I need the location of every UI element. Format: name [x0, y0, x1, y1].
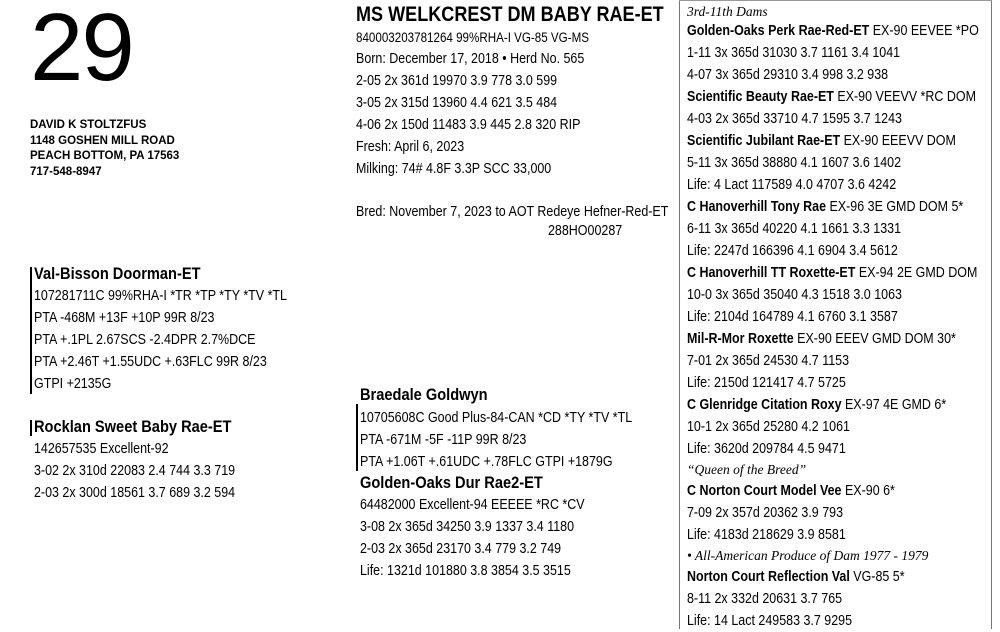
dam-entry-name: Norton Court Reflection Val — [687, 569, 850, 585]
dam-entry-name: C Norton Court Model Vee — [687, 483, 842, 499]
dam-entry-name: Scientific Beauty Rae-ET — [687, 89, 834, 105]
animal-fresh: Fresh: April 6, 2023 — [356, 139, 465, 155]
dam-entry-line: 4-07 3x 365d 29310 3.4 998 3.2 938 — [687, 67, 889, 83]
animal-record-1: 2-05 2x 361d 19970 3.9 778 3.0 599 — [356, 73, 558, 89]
animal-block — [356, 2, 714, 180]
sire-bracket — [30, 267, 32, 394]
granddam-line-1: 64482000 Excellent-94 EEEEE *RC *CV — [360, 497, 585, 513]
dam-entry-line: 1-11 3x 365d 31030 3.7 1161 3.4 1041 — [687, 45, 901, 61]
dam-bracket — [30, 420, 32, 436]
dam-entry-line: 10-0 3x 365d 35040 4.3 1518 3.0 1063 — [687, 287, 902, 303]
granddam-name: Golden-Oaks Dur Rae2-ET — [360, 473, 543, 492]
dams-heading: 3rd-11th Dams — [687, 4, 768, 19]
dam-entry-name: C Hanoverhill Tony Rae — [687, 199, 827, 215]
dams-panel-top-border — [679, 0, 992, 1]
dams-panel — [687, 3, 987, 632]
dam-entry-name: C Glenridge Citation Roxy — [687, 397, 842, 413]
animal-bred: Bred: November 7, 2023 to AOT Redeye Hefner-Red-ET — [356, 204, 669, 220]
dam-entry-line: 10-1 2x 365d 25280 4.2 1061 — [687, 419, 850, 435]
dam-entry — [687, 328, 987, 394]
dam-entry-class: EX-90 VEEVV *RC DOM — [837, 89, 976, 105]
dam-entry-line: Life: 3620d 209784 4.5 9471 — [687, 441, 846, 457]
dam-entry-line: Life: 4183d 218629 3.9 8581 — [687, 527, 846, 543]
dam-entry-name: Mil-R-Mor Roxette — [687, 331, 794, 347]
consignor-name: DAVID K STOLTZFUS — [30, 119, 147, 131]
dam-note: • All-American Produce of Dam 1977 - 1979 — [687, 548, 929, 563]
dam-entry-class: EX-90 EEVEE *PO — [872, 23, 979, 39]
mgs-name: Braedale Goldwyn — [360, 385, 488, 404]
dam-entry — [687, 196, 987, 262]
dam-entry-line: 4-03 2x 365d 33710 4.7 1595 3.7 1243 — [687, 111, 902, 127]
dam-entry-name: Golden-Oaks Perk Rae-Red-ET — [687, 23, 870, 39]
animal-reg: 840003203781264 99%RHA-I VG-85 VG-MS — [356, 30, 589, 45]
dam-entry-line: Life: 14 Lact 249583 3.7 9295 — [687, 613, 853, 629]
dam-entry-class: EX-90 EEEV GMD DOM 30* — [797, 331, 956, 347]
dam-entry-class: VG-85 5* — [853, 569, 905, 585]
mgs-bracket — [356, 404, 358, 471]
mgs-block — [360, 383, 676, 473]
dam-entry-line: 5-11 3x 365d 38880 4.1 1607 3.6 1402 — [687, 155, 902, 171]
dam-entry — [687, 566, 987, 632]
consignor-address1: 1148 GOSHEN MILL ROAD — [30, 134, 175, 147]
sire-block — [34, 263, 328, 395]
consignor-address2: PEACH BOTTOM, PA 17563 — [30, 150, 180, 162]
dam-name: Rocklan Sweet Baby Rae-ET — [34, 417, 232, 436]
dam-entry — [687, 130, 987, 196]
mgs-line-2: PTA -671M -5F -11P 99R 8/23 — [360, 432, 527, 448]
mgs-line-1: 10705608C Good Plus-84-CAN *CD *TY *TV *TL — [360, 410, 633, 426]
dam-entry-line: Life: 4 Lact 117589 4.0 4707 3.6 4242 — [687, 177, 897, 193]
dam-entry-class: EX-96 3E GMD DOM 5* — [829, 199, 964, 215]
dam-entry — [687, 86, 987, 130]
granddam-line-2: 3-08 2x 365d 34250 3.9 1337 3.4 1180 — [360, 519, 575, 535]
dam-entry-class: EX-90 6* — [844, 483, 895, 499]
consignor-block — [30, 118, 179, 180]
sire-line-1: 107281711C 99%RHA-I *TR *TP *TY *TV *TL — [34, 288, 287, 304]
dam-entry-line: 8-11 2x 332d 20631 3.7 765 — [687, 591, 843, 607]
animal-record-3: 4-06 2x 150d 11483 3.9 445 2.8 320 RIP — [356, 117, 581, 133]
dam-line-1: 142657535 Excellent-92 — [34, 441, 169, 457]
dam-entry-name: C Hanoverhill TT Roxette-ET — [687, 265, 856, 281]
dam-entry — [687, 480, 987, 546]
mgs-line-3: PTA +1.06T +.61UDC +.78FLC GTPI +1879G — [360, 454, 613, 470]
animal-born: Born: December 17, 2018 • Herd No. 565 — [356, 51, 585, 67]
dam-entry — [687, 394, 987, 460]
animal-name: MS WELKCREST DM BABY RAE-ET — [356, 3, 664, 26]
dam-line-3: 2-03 2x 300d 18561 3.7 689 3.2 594 — [34, 485, 236, 501]
lot-number: 29 — [30, 0, 133, 101]
dam-entry-class: EX-97 4E GMD 6* — [844, 397, 947, 413]
dams-panel-left-border — [679, 0, 680, 629]
sire-line-4: PTA +2.46T +1.55UDC +.63FLC 99R 8/23 — [34, 354, 267, 370]
dam-entry-line: Life: 2247d 166396 4.1 6904 3.4 5612 — [687, 243, 898, 259]
animal-record-2: 3-05 2x 315d 13960 4.4 621 3.5 484 — [356, 95, 558, 111]
dam-entry — [687, 21, 987, 86]
dam-entry-line: Life: 2104d 164789 4.1 6760 3.1 3587 — [687, 309, 898, 325]
dam-entry — [687, 262, 987, 328]
sire-name: Val-Bisson Doorman-ET — [34, 264, 201, 283]
animal-milking: Milking: 74# 4.8F 3.3P SCC 33,000 — [356, 161, 552, 177]
dam-line-2: 3-02 2x 310d 22083 2.4 744 3.3 719 — [34, 463, 236, 479]
dam-entry-line: 6-11 3x 365d 40220 4.1 1661 3.3 1331 — [687, 221, 902, 237]
granddam-line-4: Life: 1321d 101880 3.8 3854 3.5 3515 — [360, 563, 571, 579]
dam-entry-line: 7-09 2x 357d 20362 3.9 793 — [687, 505, 844, 521]
dam-entry-class: EX-94 2E GMD DOM — [858, 265, 978, 281]
dams-panel-right-border — [991, 0, 992, 629]
dam-block — [34, 416, 268, 504]
dam-note: “Queen of the Breed” — [687, 462, 807, 477]
dam-entry-name: Scientific Jubilant Rae-ET — [687, 133, 841, 149]
granddam-line-3: 2-03 2x 365d 23170 3.4 779 3.2 749 — [360, 541, 562, 557]
sire-line-3: PTA +.1PL 2.67SCS -2.4DPR 2.7%DCE — [34, 332, 256, 348]
granddam-block — [360, 472, 621, 582]
dam-entry-class: EX-90 EEEVV DOM — [843, 133, 956, 149]
sire-line-5: GTPI +2135G — [34, 376, 112, 392]
dam-entry-line: 7-01 2x 365d 24530 4.7 1153 — [687, 353, 850, 369]
animal-bred-code: 288HO00287 — [548, 223, 623, 239]
consignor-phone: 717-548-8947 — [30, 165, 102, 178]
dam-entry-line: Life: 2150d 121417 4.7 5725 — [687, 375, 846, 391]
sire-line-2: PTA -468M +13F +10P 99R 8/23 — [34, 310, 215, 326]
